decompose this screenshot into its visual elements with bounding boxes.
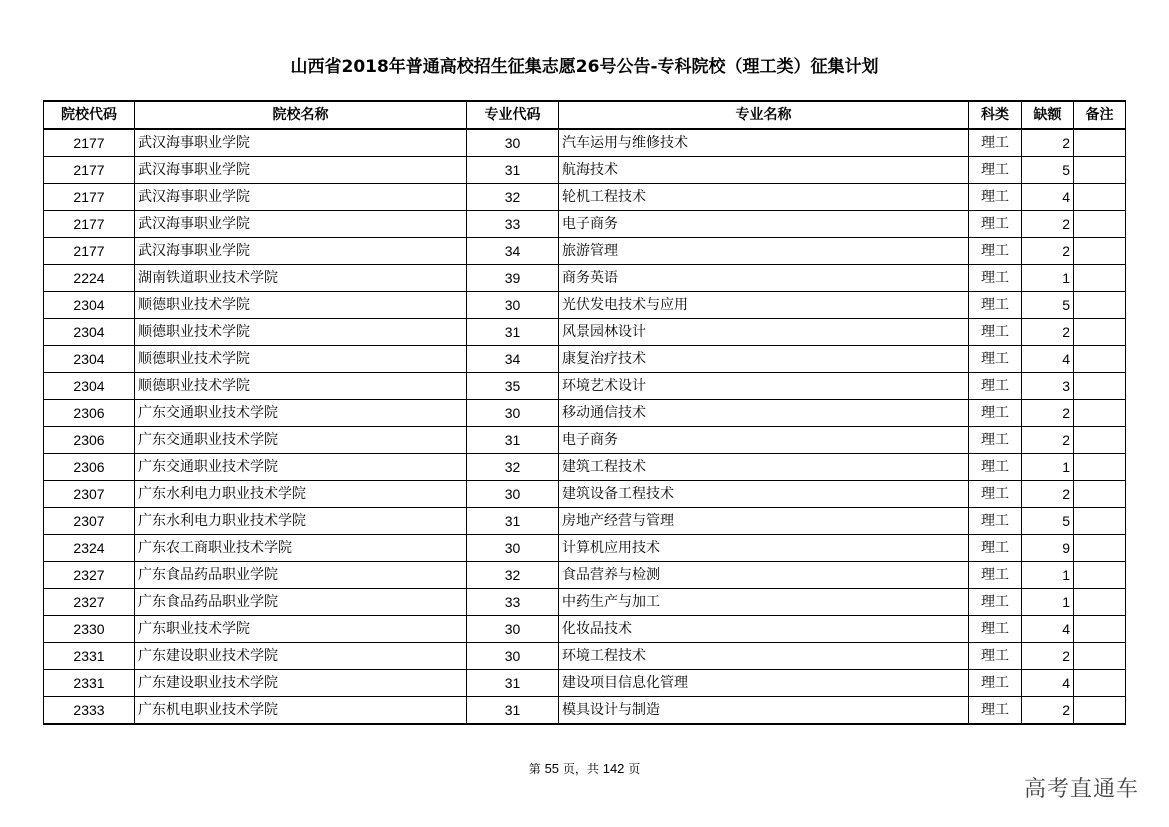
cell-school-name: 广东机电职业技术学院 (135, 697, 467, 725)
cell-school-code: 2307 (44, 481, 135, 508)
cell-major-code: 32 (467, 454, 559, 481)
cell-major-name: 汽车运用与维修技术 (559, 129, 969, 157)
cell-major-name: 风景园林设计 (559, 319, 969, 346)
cell-school-code: 2331 (44, 643, 135, 670)
cell-school-name: 顺德职业技术学院 (135, 292, 467, 319)
cell-remark (1074, 265, 1126, 292)
cell-category: 理工 (969, 346, 1022, 373)
cell-category: 理工 (969, 400, 1022, 427)
cell-school-name: 广东食品药品职业学院 (135, 562, 467, 589)
table-row (44, 670, 1126, 697)
cell-category: 理工 (969, 211, 1022, 238)
cell-category: 理工 (969, 562, 1022, 589)
cell-vacancy: 4 (1022, 184, 1074, 211)
table-row (44, 157, 1126, 184)
cell-school-name: 广东农工商职业技术学院 (135, 535, 467, 562)
table-row (44, 481, 1126, 508)
table-row (44, 616, 1126, 643)
cell-major-code: 30 (467, 129, 559, 157)
table-row (44, 129, 1126, 157)
cell-school-name: 广东交通职业技术学院 (135, 400, 467, 427)
header-major-code: 专业代码 (467, 101, 559, 129)
table-row (44, 238, 1126, 265)
cell-category: 理工 (969, 184, 1022, 211)
cell-school-name: 广东职业技术学院 (135, 616, 467, 643)
cell-major-name: 环境工程技术 (559, 643, 969, 670)
cell-school-code: 2177 (44, 157, 135, 184)
cell-vacancy: 5 (1022, 292, 1074, 319)
cell-vacancy: 1 (1022, 265, 1074, 292)
cell-category: 理工 (969, 238, 1022, 265)
cell-major-name: 环境艺术设计 (559, 373, 969, 400)
cell-remark (1074, 346, 1126, 373)
cell-major-name: 旅游管理 (559, 238, 969, 265)
cell-major-code: 30 (467, 400, 559, 427)
cell-category: 理工 (969, 319, 1022, 346)
header-school-name: 院校名称 (135, 101, 467, 129)
header-category: 科类 (969, 101, 1022, 129)
footer-page-number: 55 (544, 761, 560, 776)
cell-school-code: 2327 (44, 589, 135, 616)
table-row (44, 373, 1126, 400)
cell-major-code: 31 (467, 157, 559, 184)
table-row (44, 319, 1126, 346)
cell-category: 理工 (969, 481, 1022, 508)
cell-vacancy: 2 (1022, 643, 1074, 670)
cell-major-code: 34 (467, 238, 559, 265)
cell-school-code: 2304 (44, 346, 135, 373)
cell-vacancy: 1 (1022, 562, 1074, 589)
cell-school-code: 2304 (44, 373, 135, 400)
cell-major-name: 商务英语 (559, 265, 969, 292)
cell-remark (1074, 238, 1126, 265)
cell-vacancy: 2 (1022, 400, 1074, 427)
cell-remark (1074, 427, 1126, 454)
cell-school-code: 2177 (44, 184, 135, 211)
cell-remark (1074, 454, 1126, 481)
cell-remark (1074, 211, 1126, 238)
cell-major-name: 康复治疗技术 (559, 346, 969, 373)
table-row (44, 400, 1126, 427)
cell-major-name: 计算机应用技术 (559, 535, 969, 562)
cell-remark (1074, 373, 1126, 400)
cell-major-code: 30 (467, 481, 559, 508)
cell-vacancy: 1 (1022, 454, 1074, 481)
cell-vacancy: 2 (1022, 319, 1074, 346)
cell-remark (1074, 157, 1126, 184)
table-row (44, 643, 1126, 670)
cell-major-code: 39 (467, 265, 559, 292)
cell-category: 理工 (969, 292, 1022, 319)
cell-vacancy: 4 (1022, 346, 1074, 373)
cell-major-name: 中药生产与加工 (559, 589, 969, 616)
cell-school-name: 广东水利电力职业技术学院 (135, 481, 467, 508)
table-row (44, 589, 1126, 616)
cell-major-code: 32 (467, 184, 559, 211)
cell-school-name: 广东交通职业技术学院 (135, 427, 467, 454)
table-row (44, 535, 1126, 562)
cell-school-code: 2333 (44, 697, 135, 725)
cell-major-code: 33 (467, 589, 559, 616)
footer-mid: 页，共 (562, 762, 599, 776)
table-row (44, 562, 1126, 589)
cell-major-code: 30 (467, 616, 559, 643)
cell-school-name: 顺德职业技术学院 (135, 319, 467, 346)
cell-major-code: 32 (467, 562, 559, 589)
cell-category: 理工 (969, 427, 1022, 454)
cell-major-code: 31 (467, 427, 559, 454)
cell-vacancy: 2 (1022, 211, 1074, 238)
cell-remark (1074, 697, 1126, 725)
cell-remark (1074, 508, 1126, 535)
cell-category: 理工 (969, 265, 1022, 292)
cell-vacancy: 2 (1022, 481, 1074, 508)
cell-major-name: 移动通信技术 (559, 400, 969, 427)
cell-school-name: 武汉海事职业学院 (135, 238, 467, 265)
cell-vacancy: 2 (1022, 129, 1074, 157)
cell-major-name: 轮机工程技术 (559, 184, 969, 211)
cell-school-name: 顺德职业技术学院 (135, 373, 467, 400)
cell-remark (1074, 589, 1126, 616)
cell-remark (1074, 481, 1126, 508)
cell-school-code: 2224 (44, 265, 135, 292)
cell-category: 理工 (969, 616, 1022, 643)
cell-major-code: 31 (467, 670, 559, 697)
cell-remark (1074, 670, 1126, 697)
header-school-code: 院校代码 (44, 101, 135, 129)
page-footer (0, 760, 1169, 777)
cell-major-name: 建筑设备工程技术 (559, 481, 969, 508)
table-header-row (44, 101, 1126, 129)
cell-remark (1074, 400, 1126, 427)
cell-vacancy: 2 (1022, 238, 1074, 265)
cell-category: 理工 (969, 373, 1022, 400)
cell-category: 理工 (969, 157, 1022, 184)
header-vacancy: 缺额 (1022, 101, 1074, 129)
table-body (44, 129, 1126, 724)
cell-school-code: 2177 (44, 238, 135, 265)
cell-vacancy: 5 (1022, 157, 1074, 184)
cell-school-name: 武汉海事职业学院 (135, 211, 467, 238)
cell-major-code: 33 (467, 211, 559, 238)
page-title: 山西省2018年普通高校招生征集志愿26号公告-专科院校（理工类）征集计划 (290, 57, 879, 77)
table-row (44, 697, 1126, 725)
footer-total-pages: 142 (602, 761, 625, 776)
cell-school-name: 武汉海事职业学院 (135, 184, 467, 211)
cell-remark (1074, 616, 1126, 643)
cell-vacancy: 3 (1022, 373, 1074, 400)
cell-school-name: 湖南铁道职业技术学院 (135, 265, 467, 292)
cell-category: 理工 (969, 643, 1022, 670)
cell-major-code: 34 (467, 346, 559, 373)
cell-vacancy: 5 (1022, 508, 1074, 535)
header-remark: 备注 (1074, 101, 1126, 129)
cell-major-code: 31 (467, 319, 559, 346)
table-row (44, 427, 1126, 454)
cell-major-code: 30 (467, 643, 559, 670)
watermark: 高考直通车 (1023, 777, 1139, 802)
cell-vacancy: 9 (1022, 535, 1074, 562)
cell-category: 理工 (969, 454, 1022, 481)
cell-school-code: 2304 (44, 319, 135, 346)
cell-remark (1074, 319, 1126, 346)
cell-remark (1074, 129, 1126, 157)
cell-remark (1074, 535, 1126, 562)
cell-school-code: 2330 (44, 616, 135, 643)
cell-school-code: 2306 (44, 454, 135, 481)
table-row (44, 292, 1126, 319)
cell-major-code: 30 (467, 535, 559, 562)
cell-vacancy: 1 (1022, 589, 1074, 616)
table-row (44, 346, 1126, 373)
cell-category: 理工 (969, 129, 1022, 157)
cell-category: 理工 (969, 508, 1022, 535)
cell-major-name: 电子商务 (559, 211, 969, 238)
cell-vacancy: 2 (1022, 427, 1074, 454)
cell-major-name: 光伏发电技术与应用 (559, 292, 969, 319)
cell-major-code: 35 (467, 373, 559, 400)
table-row (44, 265, 1126, 292)
cell-vacancy: 4 (1022, 670, 1074, 697)
cell-school-name: 顺德职业技术学院 (135, 346, 467, 373)
cell-major-code: 31 (467, 508, 559, 535)
cell-remark (1074, 562, 1126, 589)
cell-major-name: 建设项目信息化管理 (559, 670, 969, 697)
cell-school-code: 2306 (44, 400, 135, 427)
cell-major-name: 航海技术 (559, 157, 969, 184)
cell-school-name: 广东水利电力职业技术学院 (135, 508, 467, 535)
cell-category: 理工 (969, 697, 1022, 725)
table-row (44, 508, 1126, 535)
cell-major-name: 化妆品技术 (559, 616, 969, 643)
cell-school-code: 2331 (44, 670, 135, 697)
cell-school-name: 广东交通职业技术学院 (135, 454, 467, 481)
cell-remark (1074, 643, 1126, 670)
table-row (44, 454, 1126, 481)
cell-category: 理工 (969, 535, 1022, 562)
cell-school-code: 2327 (44, 562, 135, 589)
cell-school-code: 2324 (44, 535, 135, 562)
cell-major-name: 电子商务 (559, 427, 969, 454)
cell-school-name: 武汉海事职业学院 (135, 157, 467, 184)
table-row (44, 211, 1126, 238)
cell-school-code: 2306 (44, 427, 135, 454)
cell-school-name: 武汉海事职业学院 (135, 129, 467, 157)
enrollment-plan-table (43, 100, 1126, 725)
table-row (44, 184, 1126, 211)
footer-suffix: 页 (628, 762, 641, 776)
cell-vacancy: 4 (1022, 616, 1074, 643)
footer-prefix: 第 (528, 762, 541, 776)
cell-category: 理工 (969, 670, 1022, 697)
cell-major-name: 模具设计与制造 (559, 697, 969, 725)
header-major-name: 专业名称 (559, 101, 969, 129)
cell-major-name: 房地产经营与管理 (559, 508, 969, 535)
cell-major-name: 食品营养与检测 (559, 562, 969, 589)
cell-major-name: 建筑工程技术 (559, 454, 969, 481)
cell-major-code: 31 (467, 697, 559, 725)
cell-school-name: 广东建设职业技术学院 (135, 670, 467, 697)
cell-vacancy: 2 (1022, 697, 1074, 725)
cell-remark (1074, 184, 1126, 211)
cell-category: 理工 (969, 589, 1022, 616)
cell-school-name: 广东建设职业技术学院 (135, 643, 467, 670)
cell-school-code: 2304 (44, 292, 135, 319)
cell-school-code: 2177 (44, 211, 135, 238)
cell-school-name: 广东食品药品职业学院 (135, 589, 467, 616)
cell-school-code: 2177 (44, 129, 135, 157)
cell-school-code: 2307 (44, 508, 135, 535)
cell-remark (1074, 292, 1126, 319)
cell-major-code: 30 (467, 292, 559, 319)
